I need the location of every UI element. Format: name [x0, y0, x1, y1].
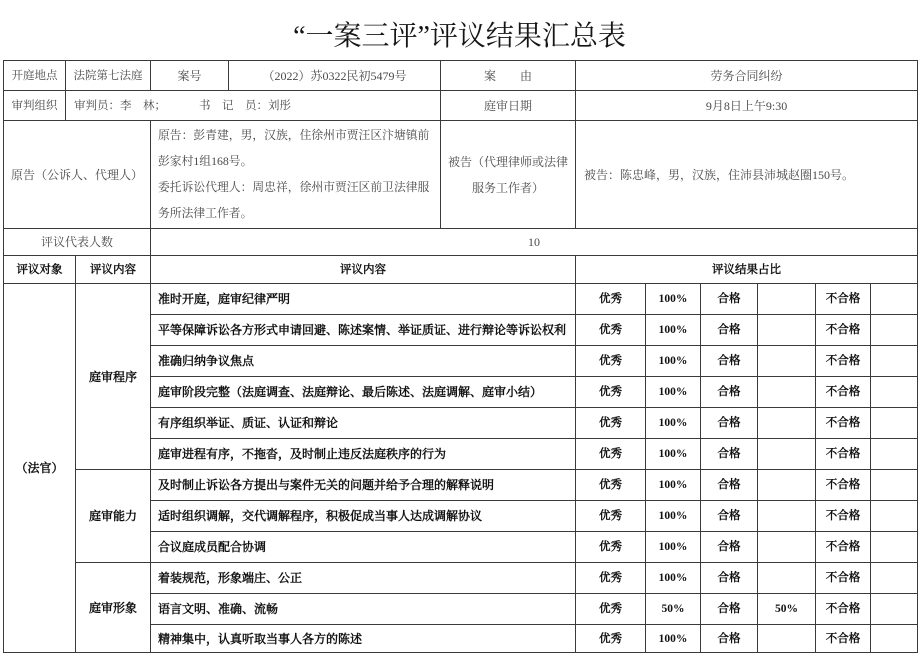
- case-info-row-parties: [4, 121, 918, 229]
- result-excellent-value: 100%: [646, 563, 701, 594]
- reps-count-value: 10: [151, 229, 918, 256]
- result-fail-label: 不合格: [816, 377, 871, 408]
- result-excellent-value: 100%: [646, 439, 701, 470]
- result-fail-label: 不合格: [816, 408, 871, 439]
- result-fail-label: 不合格: [816, 315, 871, 346]
- result-pass-value: [758, 501, 816, 532]
- result-fail-label: 不合格: [816, 563, 871, 594]
- result-fail-value: [871, 408, 918, 439]
- case-info-row-venue: [4, 61, 918, 91]
- eval-item-text: 有序组织举证、质证、认证和辩论: [151, 408, 576, 439]
- eval-item-text: 精神集中，认真听取当事人各方的陈述: [151, 625, 576, 653]
- eval-row: [4, 563, 918, 594]
- result-fail-value: [871, 501, 918, 532]
- result-fail-label: 不合格: [816, 439, 871, 470]
- result-fail-label: 不合格: [816, 501, 871, 532]
- case-cause-label: 案 由: [441, 61, 576, 91]
- eval-item-text: 语言文明、准确、流畅: [151, 594, 576, 625]
- case-info-row-panel: [4, 91, 918, 121]
- defendant-info: 被告：陈忠峰，男，汉族，住沛县沛城赵圈150号。: [576, 121, 918, 229]
- eval-row: [4, 284, 918, 315]
- result-excellent-label: 优秀: [576, 625, 646, 653]
- result-pass-value: 50%: [758, 594, 816, 625]
- result-fail-label: 不合格: [816, 625, 871, 653]
- plaintiff-label: 原告（公诉人、代理人）: [4, 121, 151, 229]
- result-pass-value: [758, 470, 816, 501]
- panel-label: 审判组织: [4, 91, 66, 121]
- result-excellent-label: 优秀: [576, 408, 646, 439]
- result-fail-value: [871, 625, 918, 653]
- plaintiff-agent-text: 委托诉讼代理人：周忠祥，徐州市贾汪区前卫法律服务所法律工作者。: [158, 180, 430, 220]
- result-pass-value: [758, 408, 816, 439]
- result-pass-label: 合格: [701, 625, 758, 653]
- evaluation-summary-table: [3, 60, 918, 653]
- plaintiff-text: 原告：彭青建，男，汉族，住徐州市贾汪区汴塘镇前彭家村1组168号。: [158, 128, 430, 168]
- result-pass-value: [758, 284, 816, 315]
- result-excellent-value: 100%: [646, 346, 701, 377]
- eval-subject: （法官）: [4, 284, 76, 653]
- result-excellent-label: 优秀: [576, 563, 646, 594]
- eval-item-text: 及时制止诉讼各方提出与案件无关的问题并给予合理的解释说明: [151, 470, 576, 501]
- defendant-label: 被告（代理律师或法律服务工作者）: [441, 121, 576, 229]
- result-pass-label: 合格: [701, 346, 758, 377]
- result-excellent-label: 优秀: [576, 346, 646, 377]
- result-excellent-label: 优秀: [576, 377, 646, 408]
- eval-item-text: 合议庭成员配合协调: [151, 532, 576, 563]
- reps-count-label: 评议代表人数: [4, 229, 151, 256]
- result-pass-label: 合格: [701, 470, 758, 501]
- result-excellent-label: 优秀: [576, 470, 646, 501]
- eval-row: [4, 470, 918, 501]
- result-excellent-value: 100%: [646, 377, 701, 408]
- result-pass-label: 合格: [701, 408, 758, 439]
- panel-value: [66, 91, 441, 121]
- result-excellent-value: 100%: [646, 408, 701, 439]
- result-pass-label: 合格: [701, 501, 758, 532]
- venue-value: 法院第七法庭: [66, 61, 151, 91]
- eval-item-text: 庭审阶段完整（法庭调查、法庭辩论、最后陈述、法庭调解、庭审小结）: [151, 377, 576, 408]
- result-pass-value: [758, 377, 816, 408]
- case-number-label: 案号: [151, 61, 229, 91]
- eval-item-text: 准确归纳争议焦点: [151, 346, 576, 377]
- header-category: 评议内容: [76, 256, 151, 284]
- result-pass-label: 合格: [701, 377, 758, 408]
- result-fail-label: 不合格: [816, 284, 871, 315]
- result-excellent-label: 优秀: [576, 284, 646, 315]
- result-fail-value: [871, 284, 918, 315]
- result-fail-label: 不合格: [816, 594, 871, 625]
- eval-item-text: 平等保障诉讼各方形式申请回避、陈述案情、举证质证、进行辩论等诉讼权利: [151, 315, 576, 346]
- result-pass-label: 合格: [701, 315, 758, 346]
- group-trial-ability: 庭审能力: [76, 470, 151, 563]
- header-content: 评议内容: [151, 256, 576, 284]
- result-excellent-label: 优秀: [576, 532, 646, 563]
- venue-label: 开庭地点: [4, 61, 66, 91]
- page-title: “一案三评”评议结果汇总表: [293, 21, 626, 52]
- result-excellent-value: 100%: [646, 625, 701, 653]
- result-fail-value: [871, 563, 918, 594]
- result-excellent-value: 100%: [646, 532, 701, 563]
- result-pass-value: [758, 532, 816, 563]
- table-header-row: [4, 256, 918, 284]
- eval-item-text: 着装规范，形象端庄、公正: [151, 563, 576, 594]
- eval-item-text: 适时组织调解，交代调解程序，积极促成当事人达成调解协议: [151, 501, 576, 532]
- result-excellent-value: 100%: [646, 284, 701, 315]
- result-fail-label: 不合格: [816, 470, 871, 501]
- clerk-name: 书 记 员：刘彤: [199, 99, 291, 112]
- result-fail-value: [871, 594, 918, 625]
- result-pass-value: [758, 346, 816, 377]
- result-pass-value: [758, 315, 816, 346]
- result-fail-value: [871, 532, 918, 563]
- plaintiff-info: [151, 121, 441, 229]
- trial-date-value: 9月8日上午9:30: [576, 91, 918, 121]
- header-subject: 评议对象: [4, 256, 76, 284]
- header-result: 评议结果占比: [576, 256, 918, 284]
- result-fail-value: [871, 470, 918, 501]
- result-excellent-value: 50%: [646, 594, 701, 625]
- result-excellent-value: 100%: [646, 501, 701, 532]
- case-info-row-reps: [4, 229, 918, 256]
- result-fail-value: [871, 346, 918, 377]
- trial-date-label: 庭审日期: [441, 91, 576, 121]
- result-excellent-value: 100%: [646, 470, 701, 501]
- result-pass-value: [758, 625, 816, 653]
- result-fail-label: 不合格: [816, 532, 871, 563]
- group-trial-image: 庭审形象: [76, 563, 151, 653]
- result-excellent-label: 优秀: [576, 594, 646, 625]
- result-pass-value: [758, 563, 816, 594]
- result-pass-label: 合格: [701, 563, 758, 594]
- result-fail-label: 不合格: [816, 346, 871, 377]
- eval-item-text: 准时开庭，庭审纪律严明: [151, 284, 576, 315]
- result-pass-label: 合格: [701, 284, 758, 315]
- result-fail-value: [871, 439, 918, 470]
- result-pass-label: 合格: [701, 439, 758, 470]
- eval-item-text: 庭审进程有序，不拖沓，及时制止违反法庭秩序的行为: [151, 439, 576, 470]
- result-fail-value: [871, 315, 918, 346]
- case-cause-value: 劳务合同纠纷: [576, 61, 918, 91]
- result-pass-label: 合格: [701, 532, 758, 563]
- judge-name: 审判员：李 林；: [74, 99, 166, 112]
- result-excellent-label: 优秀: [576, 439, 646, 470]
- result-excellent-label: 优秀: [576, 315, 646, 346]
- case-number-value: （2022）苏0322民初5479号: [229, 61, 441, 91]
- group-trial-procedure: 庭审程序: [76, 284, 151, 470]
- result-excellent-value: 100%: [646, 315, 701, 346]
- result-fail-value: [871, 377, 918, 408]
- result-pass-label: 合格: [701, 594, 758, 625]
- result-pass-value: [758, 439, 816, 470]
- result-excellent-label: 优秀: [576, 501, 646, 532]
